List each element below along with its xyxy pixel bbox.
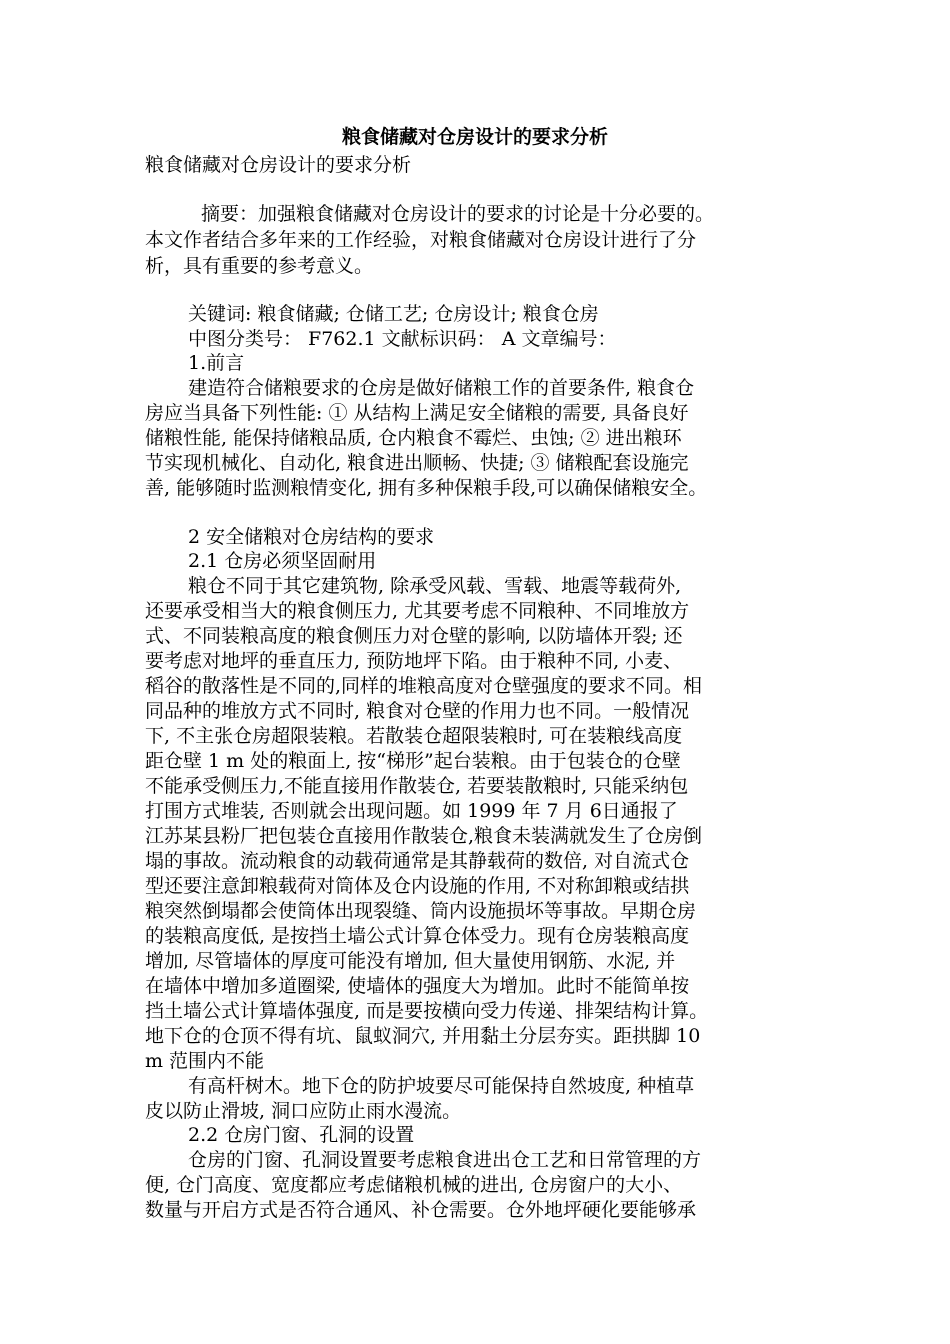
- paragraph-line: 距仓壁 1 m 处的粮面上, 按“梯形”起台装粮。由于包装仓的仓壁: [145, 750, 681, 772]
- paragraph-line: 善, 能够随时监测粮情变化, 拥有多种保粮手段,可以确保储粮安全。: [145, 477, 708, 499]
- paragraph-line: 粮仓不同于其它建筑物, 除承受风载、雪载、地震等载荷外,: [188, 575, 682, 597]
- section-heading: 2 安全储粮对仓房结构的要求: [188, 526, 435, 548]
- paragraph-line: 的装粮高度低, 是按挡土墙公式计算仓体受力。现有仓房装粮高度: [145, 925, 690, 947]
- paragraph-line: 塌的事故。流动粮食的动载荷通常是其静载荷的数倍, 对自流式仓: [145, 850, 690, 872]
- paragraph-line: 江苏某县粉厂把包装仓直接用作散装仓,粮食未装满就发生了仓房倒: [145, 825, 703, 847]
- paragraph-line: 有高杆树木。地下仓的防护坡要尽可能保持自然坡度, 种植草: [188, 1075, 695, 1097]
- paragraph-line: 储粮性能, 能保持储粮品质, 仓内粮食不霉烂、虫蚀; ② 进出粮环: [145, 427, 682, 449]
- paragraph-line: 型还要注意卸粮载荷对筒体及仓内设施的作用, 不对称卸粮或结拱: [145, 875, 690, 897]
- paragraph-line: 仓房的门窗、孔洞设置要考虑粮食进出仓工艺和日常管理的方: [188, 1149, 702, 1171]
- paragraph-line: 稻谷的散落性是不同的,同样的堆粮高度对仓壁强度的要求不同。相: [145, 675, 703, 697]
- paragraph-line: 增加, 尽管墙体的厚度可能没有增加, 但大量使用钢筋、水泥, 并: [145, 950, 676, 972]
- subtitle-line: 粮食储藏对仓房设计的要求分析: [145, 154, 412, 176]
- paragraph-line: 挡土墙公式计算墙体强度, 而是要按横向受力传递、排架结构计算。: [145, 1000, 709, 1022]
- section-heading: 1.前言: [188, 352, 245, 374]
- paragraph-line: 要考虑对地坪的垂直压力, 预防地坪下陷。由于粮种不同, 小麦、: [145, 650, 683, 672]
- paragraph-line: 式、不同装粮高度的粮食侧压力对仓壁的影响, 以防墙体开裂; 还: [145, 625, 683, 647]
- paragraph-line: 不能承受侧压力,不能直接用作散装仓, 若要装散粮时, 只能采纳包: [145, 775, 689, 797]
- abstract-line: 本文作者结合多年来的工作经验，对粮食储藏对仓房设计进行了分: [145, 229, 697, 251]
- paragraph-line: 节实现机械化、自动化, 粮食进出顺畅、快捷; ③ 储粮配套设施完: [145, 452, 689, 474]
- abstract-line: 析，具有重要的参考意义。: [145, 255, 374, 277]
- subsection-heading: 2.2 仓房门窗、孔洞的设置: [188, 1124, 415, 1146]
- classification-line: 中图分类号： F762.1 文献标识码： A 文章编号：: [188, 328, 617, 350]
- subsection-heading: 2.1 仓房必须坚固耐用: [188, 550, 377, 572]
- abstract-line: 摘要：加强粮食储藏对仓房设计的要求的讨论是十分必要的。: [201, 203, 715, 225]
- paragraph-line: 打围方式堆装, 否则就会出现问题。如 1999 年 7 月 6日通报了: [145, 800, 678, 822]
- paragraph-line: 下, 不主张仓房超限装粮。若散装仓超限装粮时, 可在装粮线高度: [145, 725, 683, 747]
- paragraph-line: 地下仓的仓顶不得有坑、鼠蚁洞穴, 并用黏土分层夯实。距拱脚 10: [145, 1025, 701, 1047]
- paragraph-line: 粮突然倒塌都会使筒体出现裂缝、筒内设施损坏等事故。早期仓房: [145, 900, 697, 922]
- paragraph-line: 建造符合储粮要求的仓房是做好储粮工作的首要条件, 粮食仓: [188, 377, 695, 399]
- paragraph-line: 皮以防止滑坡, 洞口应防止雨水漫流。: [145, 1100, 462, 1122]
- paragraph-line: 还要承受相当大的粮食侧压力, 尤其要考虑不同粮种、不同堆放方: [145, 600, 690, 622]
- paragraph-line: 同品种的堆放方式不同时, 粮食对仓壁的作用力也不同。一般情况: [145, 700, 690, 722]
- paragraph-line: 便, 仓门高度、宽度都应考虑储粮机械的进出, 仓房窗户的大小、: [145, 1174, 683, 1196]
- keywords-line: 关键词: 粮食储藏; 仓储工艺; 仓房设计; 粮食仓房: [188, 303, 599, 325]
- document-title: 粮食储藏对仓房设计的要求分析: [341, 126, 608, 148]
- paragraph-line: 在墙体中增加多道圈梁, 使墙体的强度大为增加。此时不能简单按: [145, 975, 690, 997]
- paragraph-line: m 范围内不能: [145, 1050, 265, 1072]
- paragraph-line: 数量与开启方式是否符合通风、补仓需要。仓外地坪硬化要能够承: [145, 1199, 697, 1221]
- paragraph-line: 房应当具备下列性能: ① 从结构上满足安全储粮的需要, 具备良好: [145, 402, 689, 424]
